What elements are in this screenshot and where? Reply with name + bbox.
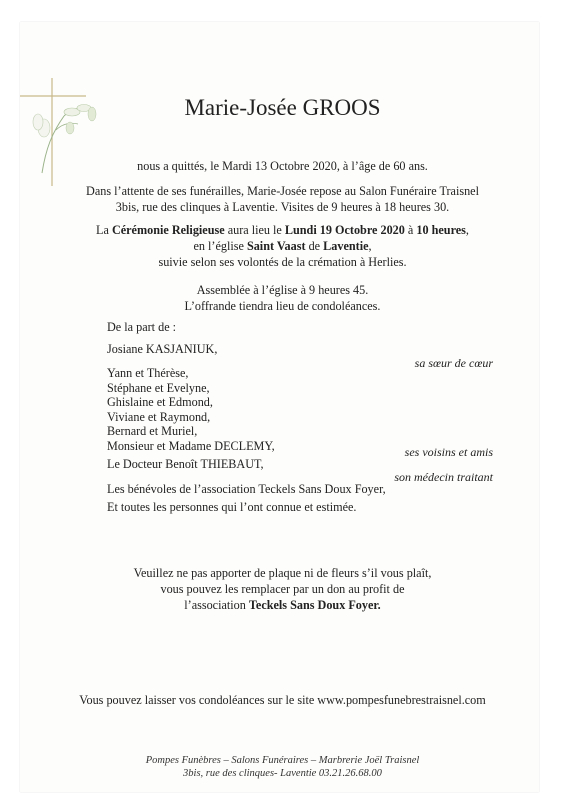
- from-label: De la part de :: [107, 320, 177, 334]
- sister-name: Josiane KASJANIUK,: [107, 342, 218, 356]
- list-item: Ghislaine et Edmond,: [107, 395, 213, 410]
- list-item: Viviane et Raymond,: [107, 409, 211, 424]
- flowers-line-1: Veuillez ne pas apporter de plaque ni de fleurs s’il vous plaît,: [133, 566, 432, 580]
- assembly-line-2: L’offrande tiendra lieu de condoléances.: [184, 299, 381, 313]
- volunteers-line: Les bénévoles de l’association Teckels Sans Doux Foyer,: [107, 482, 386, 496]
- everyone-line: Et toutes les personnes qui l’ont connue et estimée.: [107, 500, 357, 514]
- ceremony-info: [0, 222, 565, 270]
- list-item: Bernard et Muriel,: [107, 424, 198, 439]
- doctor-name: Le Docteur Benoît THIEBAUT,: [107, 457, 264, 471]
- sister-relation: sa sœur de cœur: [414, 356, 493, 370]
- list-item: Yann et Thérèse,: [107, 366, 189, 380]
- ceremony-line-3: suivie selon ses volontés de la crémation à Herlies.: [158, 255, 407, 269]
- rest-info: [0, 183, 565, 215]
- footer-line-2: 3bis, rue des clinques- Laventie 03.21.26.68.00: [183, 768, 382, 779]
- flowers-line-2: vous pouvez les remplacer par un don au profit de: [160, 582, 405, 596]
- list-item: Monsieur et Madame DECLEMY,: [107, 438, 275, 453]
- neighbors-list: [107, 366, 275, 454]
- rest-line-1: Dans l’attente de ses funérailles, Marie-Josée repose au Salon Funéraire Traisnel: [86, 184, 479, 198]
- flowers-request: [0, 565, 565, 613]
- footer-line-1: Pompes Funèbres – Salons Funéraires – Marbrerie Joël Traisnel: [145, 755, 420, 766]
- assembly-line-1: Assemblée à l’église à 9 heures 45.: [196, 283, 369, 297]
- ceremony-line-1: La Cérémonie Religieuse aura lieu le Lundi 19 Octobre 2020 à 10 heures,: [96, 223, 469, 237]
- assembly-info: [0, 282, 565, 314]
- doctor-relation: son médecin traitant: [394, 470, 493, 484]
- flowers-line-3: l’association Teckels Sans Doux Foyer.: [184, 598, 381, 612]
- neighbors-relation: ses voisins et amis: [404, 445, 493, 459]
- list-item: Stéphane et Evelyne,: [107, 380, 210, 395]
- death-announcement: nous a quittés, le Mardi 13 Octobre 2020, à l’âge de 60 ans.: [137, 159, 428, 173]
- rest-line-2: 3bis, rue des clinques à Laventie. Visites de 9 heures à 18 heures 30.: [115, 200, 450, 214]
- condolences-website: Vous pouvez laisser vos condoléances sur le site www.pompesfunebrestraisnel.com: [79, 693, 486, 707]
- funeral-home-footer: [0, 754, 565, 780]
- ceremony-line-2: en l’église Saint Vaast de Laventie,: [193, 239, 372, 253]
- deceased-name: Marie-Josée GROOS: [184, 95, 381, 120]
